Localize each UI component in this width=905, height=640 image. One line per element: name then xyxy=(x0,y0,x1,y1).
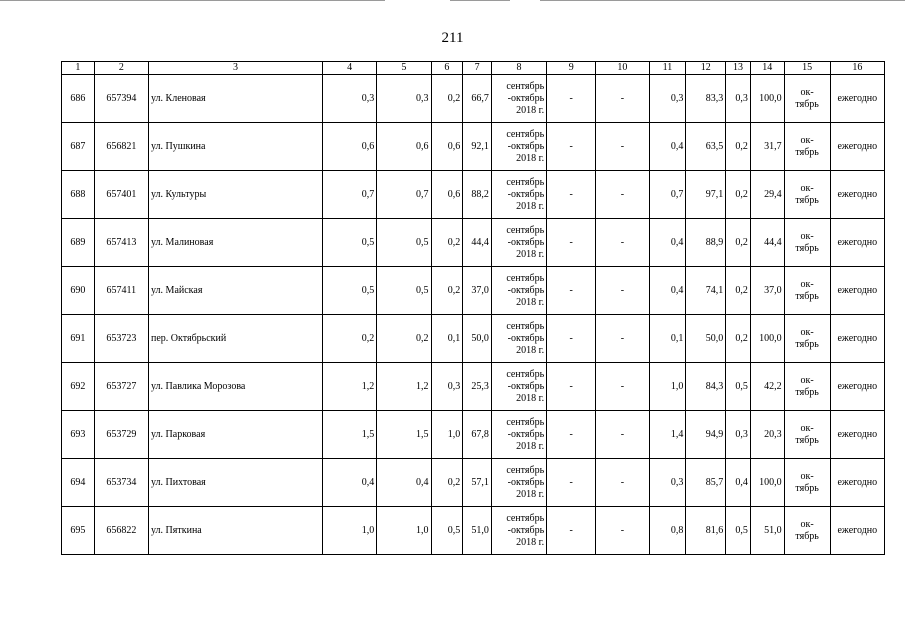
month-line: тябрь xyxy=(795,242,819,254)
value-11-cell: 0,4 xyxy=(649,219,686,267)
street-name-cell: ул. Кленовая xyxy=(149,75,323,123)
column-header-11: 11 xyxy=(649,62,686,75)
month-cell xyxy=(784,267,830,315)
percent-12-cell: 63,5 xyxy=(686,123,726,171)
period-line: 2018 г. xyxy=(516,392,545,404)
value-11-cell: 0,1 xyxy=(649,315,686,363)
value-9-cell: - xyxy=(547,459,596,507)
top-border-line-left xyxy=(0,0,385,1)
street-name-cell: ул. Пушкина xyxy=(149,123,323,171)
month-line: ок- xyxy=(800,86,814,98)
percent-12-cell: 83,3 xyxy=(686,75,726,123)
frequency-cell: ежегодно xyxy=(830,507,884,555)
percent-7-cell: 51,0 xyxy=(463,507,492,555)
period-cell xyxy=(491,507,546,555)
column-header-12: 12 xyxy=(686,62,726,75)
month-cell xyxy=(784,411,830,459)
column-header-13: 13 xyxy=(726,62,751,75)
month-line: тябрь xyxy=(795,290,819,302)
street-name-cell: ул. Малиновая xyxy=(149,219,323,267)
percent-7-cell: 50,0 xyxy=(463,315,492,363)
percent-12-cell: 74,1 xyxy=(686,267,726,315)
percent-12-cell: 50,0 xyxy=(686,315,726,363)
value-13-cell: 0,5 xyxy=(726,363,751,411)
value-11-cell: 1,4 xyxy=(649,411,686,459)
data-table xyxy=(61,61,885,555)
column-header-7: 7 xyxy=(463,62,492,75)
value-10-cell: - xyxy=(596,267,649,315)
value-9-cell: - xyxy=(547,267,596,315)
value-6-cell: 0,6 xyxy=(431,171,463,219)
value-9-cell: - xyxy=(547,411,596,459)
value-5-cell: 0,7 xyxy=(377,171,431,219)
value-11-cell: 0,3 xyxy=(649,75,686,123)
period-line: -октябрь xyxy=(507,380,545,392)
column-header-3: 3 xyxy=(149,62,323,75)
value-4-cell: 1,0 xyxy=(323,507,377,555)
percent-12-cell: 94,9 xyxy=(686,411,726,459)
month-line: ок- xyxy=(800,374,814,386)
period-line: сентябрь xyxy=(506,224,545,236)
column-header-1: 1 xyxy=(62,62,95,75)
value-9-cell: - xyxy=(547,219,596,267)
percent-14-cell: 42,2 xyxy=(750,363,784,411)
period-line: -октябрь xyxy=(507,92,545,104)
period-line: сентябрь xyxy=(506,80,545,92)
frequency-cell: ежегодно xyxy=(830,363,884,411)
row-number-cell: 693 xyxy=(62,411,95,459)
month-line: ок- xyxy=(800,230,814,242)
percent-14-cell: 100,0 xyxy=(750,315,784,363)
month-line: ок- xyxy=(800,518,814,530)
month-line: ок- xyxy=(800,326,814,338)
value-13-cell: 0,5 xyxy=(726,507,751,555)
period-cell xyxy=(491,459,546,507)
period-cell xyxy=(491,219,546,267)
percent-12-cell: 81,6 xyxy=(686,507,726,555)
street-name-cell: ул. Парковая xyxy=(149,411,323,459)
frequency-cell: ежегодно xyxy=(830,267,884,315)
period-line: 2018 г. xyxy=(516,536,545,548)
column-header-9: 9 xyxy=(547,62,596,75)
month-line: тябрь xyxy=(795,98,819,110)
value-11-cell: 1,0 xyxy=(649,363,686,411)
row-number-cell: 695 xyxy=(62,507,95,555)
code-cell: 656822 xyxy=(94,507,148,555)
value-5-cell: 1,2 xyxy=(377,363,431,411)
month-line: тябрь xyxy=(795,338,819,350)
column-header-16: 16 xyxy=(830,62,884,75)
top-border-line-middle xyxy=(450,0,510,1)
period-cell xyxy=(491,267,546,315)
percent-7-cell: 88,2 xyxy=(463,171,492,219)
column-header-15: 15 xyxy=(784,62,830,75)
street-name-cell: пер. Октябрьский xyxy=(149,315,323,363)
value-6-cell: 0,2 xyxy=(431,219,463,267)
value-13-cell: 0,2 xyxy=(726,267,751,315)
value-9-cell: - xyxy=(547,315,596,363)
value-4-cell: 0,3 xyxy=(323,75,377,123)
period-line: 2018 г. xyxy=(516,344,545,356)
row-number-cell: 686 xyxy=(62,75,95,123)
period-line: сентябрь xyxy=(506,512,545,524)
table-row xyxy=(62,171,885,219)
percent-12-cell: 85,7 xyxy=(686,459,726,507)
header-row xyxy=(62,62,885,75)
column-header-8: 8 xyxy=(491,62,546,75)
row-number-cell: 692 xyxy=(62,363,95,411)
frequency-cell: ежегодно xyxy=(830,411,884,459)
period-line: 2018 г. xyxy=(516,200,545,212)
period-line: 2018 г. xyxy=(516,440,545,452)
table-row xyxy=(62,315,885,363)
month-line: тябрь xyxy=(795,482,819,494)
table-row xyxy=(62,267,885,315)
table-row xyxy=(62,75,885,123)
value-10-cell: - xyxy=(596,171,649,219)
table-row xyxy=(62,219,885,267)
value-10-cell: - xyxy=(596,507,649,555)
value-5-cell: 0,4 xyxy=(377,459,431,507)
value-6-cell: 0,2 xyxy=(431,459,463,507)
period-line: сентябрь xyxy=(506,368,545,380)
period-line: сентябрь xyxy=(506,176,545,188)
value-5-cell: 0,5 xyxy=(377,267,431,315)
month-line: тябрь xyxy=(795,386,819,398)
table-row xyxy=(62,411,885,459)
value-13-cell: 0,4 xyxy=(726,459,751,507)
percent-12-cell: 88,9 xyxy=(686,219,726,267)
street-name-cell: ул. Пяткина xyxy=(149,507,323,555)
frequency-cell: ежегодно xyxy=(830,219,884,267)
frequency-cell: ежегодно xyxy=(830,171,884,219)
percent-7-cell: 37,0 xyxy=(463,267,492,315)
period-cell xyxy=(491,75,546,123)
percent-14-cell: 44,4 xyxy=(750,219,784,267)
month-cell xyxy=(784,123,830,171)
percent-12-cell: 97,1 xyxy=(686,171,726,219)
page-number: 211 xyxy=(441,30,464,46)
percent-14-cell: 51,0 xyxy=(750,507,784,555)
value-6-cell: 0,3 xyxy=(431,363,463,411)
value-5-cell: 0,5 xyxy=(377,219,431,267)
table-row xyxy=(62,507,885,555)
month-cell xyxy=(784,507,830,555)
period-cell xyxy=(491,411,546,459)
frequency-cell: ежегодно xyxy=(830,123,884,171)
value-11-cell: 0,4 xyxy=(649,267,686,315)
row-number-cell: 687 xyxy=(62,123,95,171)
month-cell xyxy=(784,219,830,267)
period-line: сентябрь xyxy=(506,320,545,332)
percent-14-cell: 100,0 xyxy=(750,459,784,507)
period-line: 2018 г. xyxy=(516,152,545,164)
value-4-cell: 0,6 xyxy=(323,123,377,171)
value-13-cell: 0,2 xyxy=(726,219,751,267)
value-4-cell: 1,5 xyxy=(323,411,377,459)
frequency-cell: ежегодно xyxy=(830,315,884,363)
value-6-cell: 0,1 xyxy=(431,315,463,363)
period-cell xyxy=(491,315,546,363)
period-line: 2018 г. xyxy=(516,248,545,260)
percent-12-cell: 84,3 xyxy=(686,363,726,411)
month-line: тябрь xyxy=(795,530,819,542)
value-4-cell: 0,5 xyxy=(323,267,377,315)
month-line: тябрь xyxy=(795,434,819,446)
column-header-4: 4 xyxy=(323,62,377,75)
value-10-cell: - xyxy=(596,219,649,267)
column-header-6: 6 xyxy=(431,62,463,75)
period-line: -октябрь xyxy=(507,284,545,296)
percent-14-cell: 29,4 xyxy=(750,171,784,219)
percent-7-cell: 57,1 xyxy=(463,459,492,507)
month-cell xyxy=(784,315,830,363)
period-line: 2018 г. xyxy=(516,488,545,500)
value-4-cell: 1,2 xyxy=(323,363,377,411)
percent-7-cell: 25,3 xyxy=(463,363,492,411)
month-cell xyxy=(784,363,830,411)
value-4-cell: 0,2 xyxy=(323,315,377,363)
frequency-cell: ежегодно xyxy=(830,459,884,507)
month-cell xyxy=(784,171,830,219)
period-line: сентябрь xyxy=(506,272,545,284)
value-10-cell: - xyxy=(596,363,649,411)
period-line: -октябрь xyxy=(507,140,545,152)
percent-14-cell: 31,7 xyxy=(750,123,784,171)
column-header-5: 5 xyxy=(377,62,431,75)
period-cell xyxy=(491,123,546,171)
period-line: сентябрь xyxy=(506,464,545,476)
value-13-cell: 0,2 xyxy=(726,123,751,171)
value-4-cell: 0,5 xyxy=(323,219,377,267)
value-9-cell: - xyxy=(547,507,596,555)
period-line: -октябрь xyxy=(507,332,545,344)
table-row xyxy=(62,459,885,507)
code-cell: 653723 xyxy=(94,315,148,363)
value-11-cell: 0,7 xyxy=(649,171,686,219)
month-line: ок- xyxy=(800,134,814,146)
column-header-14: 14 xyxy=(750,62,784,75)
value-5-cell: 0,3 xyxy=(377,75,431,123)
period-line: -октябрь xyxy=(507,524,545,536)
code-cell: 657401 xyxy=(94,171,148,219)
month-cell xyxy=(784,75,830,123)
street-name-cell: ул. Павлика Морозова xyxy=(149,363,323,411)
value-11-cell: 0,3 xyxy=(649,459,686,507)
percent-7-cell: 67,8 xyxy=(463,411,492,459)
table-row xyxy=(62,123,885,171)
period-cell xyxy=(491,171,546,219)
percent-14-cell: 37,0 xyxy=(750,267,784,315)
top-border-line-right xyxy=(540,0,905,1)
month-line: ок- xyxy=(800,182,814,194)
value-13-cell: 0,2 xyxy=(726,171,751,219)
period-line: 2018 г. xyxy=(516,104,545,116)
code-cell: 656821 xyxy=(94,123,148,171)
value-5-cell: 1,5 xyxy=(377,411,431,459)
value-4-cell: 0,4 xyxy=(323,459,377,507)
value-13-cell: 0,3 xyxy=(726,75,751,123)
code-cell: 653727 xyxy=(94,363,148,411)
row-number-cell: 688 xyxy=(62,171,95,219)
value-13-cell: 0,3 xyxy=(726,411,751,459)
period-cell xyxy=(491,363,546,411)
month-line: ок- xyxy=(800,470,814,482)
street-name-cell: ул. Культуры xyxy=(149,171,323,219)
street-name-cell: ул. Пихтовая xyxy=(149,459,323,507)
month-line: ок- xyxy=(800,422,814,434)
percent-7-cell: 44,4 xyxy=(463,219,492,267)
column-header-10: 10 xyxy=(596,62,649,75)
percent-7-cell: 66,7 xyxy=(463,75,492,123)
period-line: -октябрь xyxy=(507,476,545,488)
month-cell xyxy=(784,459,830,507)
percent-7-cell: 92,1 xyxy=(463,123,492,171)
row-number-cell: 694 xyxy=(62,459,95,507)
value-10-cell: - xyxy=(596,411,649,459)
value-9-cell: - xyxy=(547,123,596,171)
street-name-cell: ул. Майская xyxy=(149,267,323,315)
value-5-cell: 0,6 xyxy=(377,123,431,171)
row-number-cell: 691 xyxy=(62,315,95,363)
period-line: -октябрь xyxy=(507,188,545,200)
period-line: 2018 г. xyxy=(516,296,545,308)
month-line: ок- xyxy=(800,278,814,290)
period-line: сентябрь xyxy=(506,128,545,140)
value-5-cell: 0,2 xyxy=(377,315,431,363)
month-line: тябрь xyxy=(795,146,819,158)
code-cell: 657394 xyxy=(94,75,148,123)
value-9-cell: - xyxy=(547,75,596,123)
code-cell: 653734 xyxy=(94,459,148,507)
value-5-cell: 1,0 xyxy=(377,507,431,555)
period-line: сентябрь xyxy=(506,416,545,428)
value-9-cell: - xyxy=(547,363,596,411)
value-6-cell: 0,5 xyxy=(431,507,463,555)
percent-14-cell: 20,3 xyxy=(750,411,784,459)
value-10-cell: - xyxy=(596,459,649,507)
period-line: -октябрь xyxy=(507,428,545,440)
value-6-cell: 0,2 xyxy=(431,267,463,315)
value-10-cell: - xyxy=(596,75,649,123)
frequency-cell: ежегодно xyxy=(830,75,884,123)
value-6-cell: 0,2 xyxy=(431,75,463,123)
month-line: тябрь xyxy=(795,194,819,206)
row-number-cell: 689 xyxy=(62,219,95,267)
value-9-cell: - xyxy=(547,171,596,219)
value-13-cell: 0,2 xyxy=(726,315,751,363)
table-body xyxy=(62,75,885,555)
value-10-cell: - xyxy=(596,315,649,363)
code-cell: 657413 xyxy=(94,219,148,267)
period-line: -октябрь xyxy=(507,236,545,248)
value-6-cell: 0,6 xyxy=(431,123,463,171)
value-10-cell: - xyxy=(596,123,649,171)
row-number-cell: 690 xyxy=(62,267,95,315)
value-11-cell: 0,8 xyxy=(649,507,686,555)
code-cell: 653729 xyxy=(94,411,148,459)
percent-14-cell: 100,0 xyxy=(750,75,784,123)
value-4-cell: 0,7 xyxy=(323,171,377,219)
code-cell: 657411 xyxy=(94,267,148,315)
value-6-cell: 1,0 xyxy=(431,411,463,459)
column-header-2: 2 xyxy=(94,62,148,75)
table-row xyxy=(62,363,885,411)
value-11-cell: 0,4 xyxy=(649,123,686,171)
